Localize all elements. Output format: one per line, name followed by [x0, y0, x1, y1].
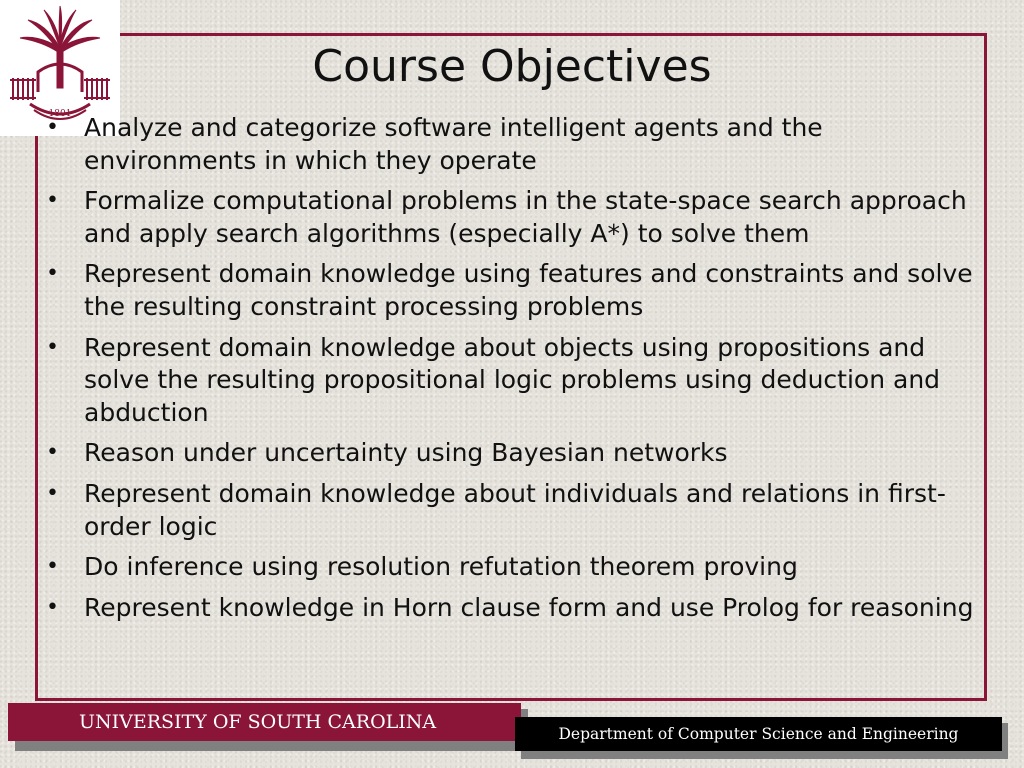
university-name: UNIVERSITY OF SOUTH CAROLINA: [79, 711, 437, 733]
objective-text: Represent domain knowledge using features and constraints and solve the resulting constraint processing problems: [84, 259, 973, 321]
list-item: [40, 112, 990, 177]
list-item: [40, 478, 990, 543]
bullet-icon: •: [46, 440, 59, 466]
bullet-icon: •: [46, 188, 59, 214]
list-item: [40, 258, 990, 323]
university-banner: [8, 703, 521, 741]
list-item: [40, 592, 990, 625]
bullet-icon: •: [46, 334, 59, 360]
slide-title: Course Objectives: [312, 41, 712, 92]
list-item: [40, 551, 990, 584]
objective-text: Represent knowledge in Horn clause form and use Prolog for reasoning: [84, 592, 974, 622]
objectives-list: [40, 112, 990, 632]
bullet-icon: •: [46, 594, 59, 620]
objective-text: Reason under uncertainty using Bayesian networks: [84, 438, 728, 468]
objective-text: Formalize computational problems in the state-space search approach and apply search algorithms (especially A*) to solve them: [84, 186, 967, 248]
list-item: [40, 185, 990, 250]
list-item: [40, 437, 990, 470]
objective-text: Represent domain knowledge about objects using propositions and solve the resulting propositional logic problems using deduction and abduction: [84, 332, 941, 427]
department-banner: [515, 717, 1002, 751]
objective-text: Do inference using resolution refutation theorem proving: [84, 552, 798, 582]
bullet-icon: •: [46, 480, 59, 506]
bullet-icon: •: [46, 261, 59, 287]
list-item: [40, 332, 990, 430]
objective-text: Represent domain knowledge about individuals and relations in first-order logic: [84, 478, 946, 541]
objective-text: Analyze and categorize software intelligent agents and the environments in which they operate: [84, 113, 823, 175]
svg-text:1801: 1801: [48, 109, 72, 119]
bullet-icon: •: [46, 115, 59, 140]
bullet-icon: •: [46, 554, 59, 580]
department-name: Department of Computer Science and Engineering: [558, 725, 959, 743]
